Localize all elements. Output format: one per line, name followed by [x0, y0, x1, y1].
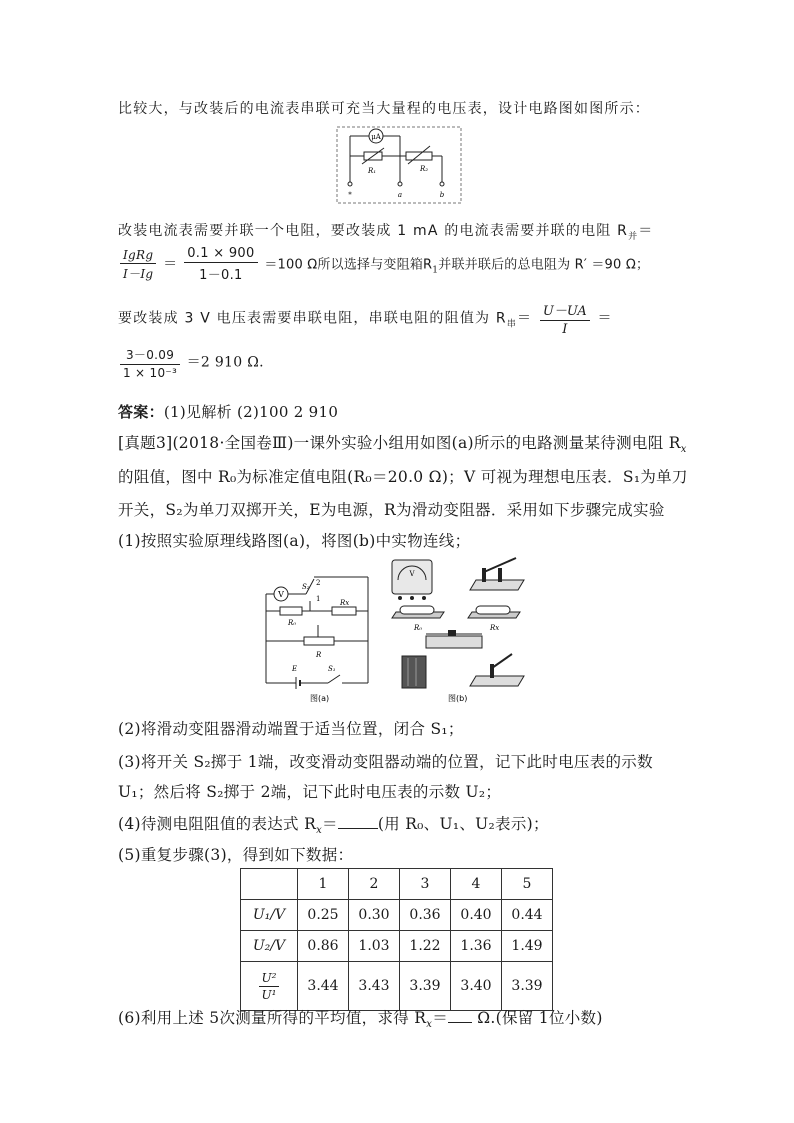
- table-cell: 3.39: [400, 962, 451, 1011]
- switch-s1-base-icon: [470, 676, 524, 686]
- terminal-b-label: b: [439, 191, 445, 199]
- fraction-numerator: 3－0.09: [120, 346, 180, 365]
- equals: ＝: [432, 1009, 449, 1027]
- fraction-series-values: [120, 346, 180, 380]
- shunt-result-tail: 并联并联后的总电阻为 R′ ＝90 Ω；: [438, 257, 650, 273]
- fraction-denominator: 1 × 10⁻³: [123, 366, 178, 380]
- equals: ＝: [517, 310, 533, 327]
- switch-base-icon: [470, 580, 524, 590]
- table-cell: 0.44: [502, 900, 553, 931]
- table-cell: 0.40: [451, 900, 502, 931]
- series-subscript: 串: [506, 319, 518, 330]
- switch-s1-blade-icon: [492, 654, 512, 668]
- switch-post-icon: [498, 568, 502, 582]
- throw-2-label: 2: [316, 579, 321, 587]
- figure-a-schematic: [258, 565, 378, 705]
- step-5: (5)重复步骤(3)，得到如下数据：: [118, 846, 354, 864]
- figure-a-caption: 图(a): [310, 694, 330, 703]
- terminal-icon: [398, 182, 402, 186]
- fraction-numerator: U－UA: [540, 300, 590, 321]
- switch-s1-icon: [328, 675, 340, 683]
- fraction-numerator: U²: [259, 971, 280, 987]
- subscript-x: x: [680, 444, 687, 456]
- step-6-tail: Ω.(保留 1位小数): [472, 1009, 603, 1027]
- microammeter-label: μA: [371, 133, 381, 141]
- table-cell: 3.44: [298, 962, 349, 1011]
- table-cell: 0.25: [298, 900, 349, 931]
- shunt-result: ＝100 Ω所以选择与变阻箱R: [264, 257, 433, 273]
- fraction-denominator: 1－0.1: [199, 268, 243, 283]
- rheostat-icon: [304, 637, 334, 645]
- resistor-rx-body-icon: [476, 606, 510, 614]
- table-cell: 3.43: [349, 962, 400, 1011]
- table-cell: 1.03: [349, 931, 400, 962]
- data-table: [240, 868, 553, 1011]
- r0-label: R₀: [288, 619, 297, 627]
- table-cell: 0.86: [298, 931, 349, 962]
- rx-device-label: Rx: [490, 624, 500, 632]
- answer-text: (1)见解析 (2)100 2 910: [163, 403, 339, 421]
- table-header-cell: 1: [298, 869, 349, 900]
- table-cell: 1.49: [502, 931, 553, 962]
- resistor-r2-icon: [406, 152, 432, 160]
- table-row-label: U₂/V: [241, 931, 298, 962]
- table-row: [241, 900, 553, 931]
- table-cell: 0.30: [349, 900, 400, 931]
- r1-label: R₁: [367, 167, 377, 175]
- answer-label: 答案：: [118, 403, 164, 421]
- equals: ＝: [322, 815, 338, 833]
- throw-1-label: 1: [316, 595, 321, 603]
- table-cell: 1.36: [451, 931, 502, 962]
- voltmeter-label: V: [278, 590, 284, 599]
- shunt-text: 改装电流表需要并联一个电阻，要改装成 1 mA 的电流表需要并联的电阻 R: [118, 223, 629, 239]
- fraction-numerator: 0.1 × 900: [184, 246, 257, 263]
- table-header-row: [241, 869, 553, 900]
- terminal-icon: [348, 182, 352, 186]
- fraction-u-ua: [540, 300, 590, 337]
- step-4-tail: (用 R₀、U₁、U₂表示)；: [377, 815, 549, 833]
- question-text: [真题3](2018·全国卷Ⅲ)一课外实验小组用如图(a)所示的电路测量某待测电阻 R: [118, 434, 681, 452]
- table-header-cell: 2: [349, 869, 400, 900]
- terminal-icon: [398, 596, 402, 600]
- step-3a: (3)将开关 S₂掷于 1端，改变滑动变阻器动端的位置，记下此时电压表的示数: [118, 753, 653, 771]
- voltmeter-device-label: V: [409, 570, 415, 578]
- table-cell: 3.40: [451, 962, 502, 1011]
- s1-label: S₁: [328, 665, 336, 673]
- table-header-cell: 4: [451, 869, 502, 900]
- resistor-r0-body-icon: [400, 606, 434, 614]
- paragraph-shunt: [118, 220, 653, 242]
- e-label: E: [292, 665, 298, 673]
- r0-device-label: R₀: [414, 624, 423, 632]
- table-row: [241, 931, 553, 962]
- table-header-cell: 3: [400, 869, 451, 900]
- equals: ＝: [163, 256, 178, 273]
- paragraph-intro: 比较大，与改装后的电流表串联可充当大量程的电压表，设计电路图如图所示：: [118, 101, 650, 117]
- step-6-text: (6)利用上述 5次测量所得的平均值，求得 R: [118, 1009, 427, 1027]
- answer-blank[interactable]: [338, 814, 378, 829]
- terminal-a-label: a: [397, 191, 403, 199]
- equals: ＝: [597, 310, 613, 327]
- rx-label: Rx: [340, 599, 350, 607]
- question-line-2: 的阻值，图中 R₀为标准定值电阻(R₀＝20.0 Ω)；V 可视为理想电压表．S₁为单刀: [118, 468, 688, 486]
- equals: ＝: [638, 223, 654, 239]
- series-result: ＝2 910 Ω.: [186, 354, 264, 371]
- table-header-cell: 5: [502, 869, 553, 900]
- ratio-fraction: [259, 971, 280, 1002]
- fraction-denominator: I: [562, 322, 568, 337]
- figure-b-caption: 图(b): [448, 694, 468, 703]
- series-text: 要改装成 3 V 电压表需要串联电阻，串联电阻的阻值为 R: [118, 310, 507, 327]
- battery-device-icon: [402, 656, 426, 688]
- fraction-denominator: I－Ig: [123, 266, 154, 281]
- subscript-x: x: [426, 1019, 433, 1031]
- subscript-1: 1: [432, 265, 439, 276]
- answer-blank[interactable]: [448, 1008, 472, 1023]
- table-row-label: [241, 962, 298, 1011]
- s2-label: S₂: [302, 583, 310, 591]
- figure-b-apparatus: [386, 556, 528, 706]
- terminal-icon: [422, 596, 426, 600]
- table-cell: 3.39: [502, 962, 553, 1011]
- terminal-star-label: *: [348, 191, 352, 199]
- shunt-subscript: 并: [628, 231, 639, 242]
- equation-series: [118, 346, 264, 380]
- subscript-x: x: [316, 825, 323, 837]
- table-cell: 1.22: [400, 931, 451, 962]
- step-6: [118, 1006, 603, 1030]
- table-row-label: U₁/V: [241, 900, 298, 931]
- figure-meter-circuit: [336, 126, 462, 204]
- step-3b: U₁；然后将 S₂掷于 2端，记下此时电压表的示数 U₂；: [118, 783, 502, 801]
- step-4: [118, 812, 549, 836]
- question-line-3: 开关，S₂为单刀双掷开关，E为电源，R为滑动变阻器．采用如下步骤完成实验: [118, 501, 665, 519]
- resistor-rx-icon: [332, 607, 356, 615]
- rheostat-slider-icon: [448, 630, 456, 636]
- table-row: [241, 962, 553, 1011]
- fraction-numerator: IgRg: [120, 248, 156, 264]
- step-1: (1)按照实验原理线路图(a)，将图(b)中实物连线；: [118, 532, 471, 550]
- table-cell: 0.36: [400, 900, 451, 931]
- step-2: (2)将滑动变阻器滑动端置于适当位置，闭合 S₁；: [118, 720, 464, 738]
- r-label: R: [316, 651, 322, 659]
- switch-post-icon: [482, 568, 486, 582]
- step-4-text: (4)待测电阻阻值的表达式 R: [118, 815, 317, 833]
- question-line-1: [118, 431, 687, 455]
- resistor-r0-icon: [280, 607, 302, 615]
- paragraph-series: [118, 300, 613, 337]
- answer-line: [118, 401, 338, 422]
- rheostat-device-icon: [426, 636, 482, 648]
- table-corner-cell: [241, 869, 298, 900]
- equation-shunt: [118, 246, 649, 283]
- fraction-denominator: U¹: [261, 987, 277, 1002]
- fraction-ig-rg: [120, 248, 156, 282]
- r2-label: R₂: [419, 165, 429, 173]
- terminal-icon: [410, 596, 414, 600]
- fraction-values: [184, 246, 257, 283]
- terminal-icon: [440, 182, 444, 186]
